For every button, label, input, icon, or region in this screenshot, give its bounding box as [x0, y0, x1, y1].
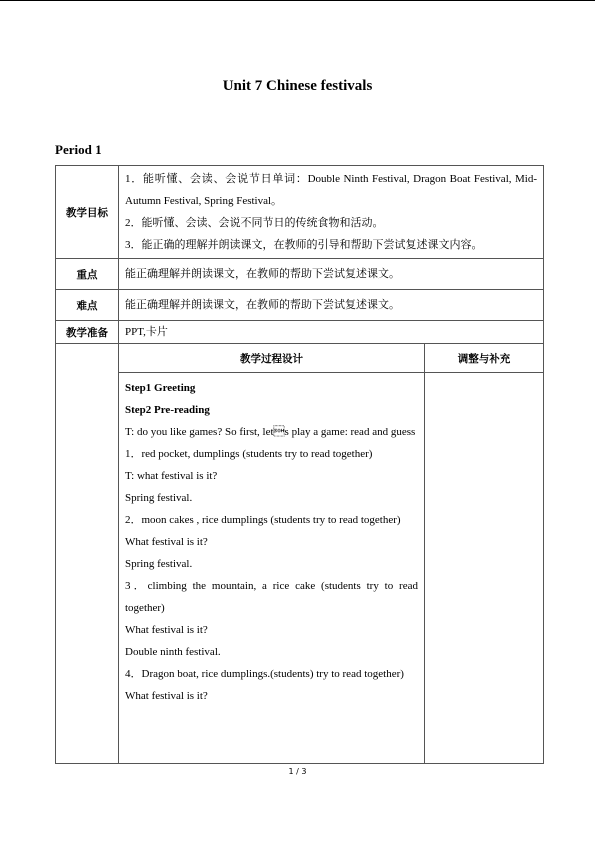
process-line: Spring festival. — [125, 558, 193, 570]
key-points-text: 能正确理解并朗读课文，在教师的帮助下尝试复述课文。 — [119, 259, 544, 290]
process-line: What festival is it? — [125, 624, 208, 636]
difficulties-text: 能正确理解并朗读课文，在教师的帮助下尝试复述课文。 — [119, 290, 544, 321]
process-content — [119, 373, 425, 764]
preparation-text: PPT,卡片 — [119, 321, 544, 344]
objectives-row — [56, 166, 544, 259]
process-line: Step1 Greeting — [125, 382, 196, 394]
key-points-label: 重点 — [56, 259, 119, 290]
process-header-row — [56, 344, 544, 373]
process-line: Double ninth festival. — [125, 646, 221, 658]
adjust-header: 调整与补充 — [425, 344, 544, 373]
lesson-plan-table — [55, 165, 544, 764]
difficulties-label: 难点 — [56, 290, 119, 321]
adjust-content — [425, 373, 544, 764]
process-line: What festival is it? — [125, 690, 208, 702]
objective-item: 1．能听懂、会读、会说节日单词：Double Ninth Festival, Dragon Boat Festival, Mid-Autumn Festival, Spring Festival。 — [125, 173, 538, 207]
process-line: 4．Dragon boat, rice dumplings.(students) try to read together) — [125, 668, 404, 680]
difficulties-row — [56, 290, 544, 321]
objectives-label: 教学目标 — [56, 166, 119, 259]
preparation-label: 教学准备 — [56, 321, 119, 344]
process-line: What festival is it? — [125, 536, 208, 548]
page-number: 1 / 3 — [288, 767, 307, 776]
process-blank-cell — [56, 344, 119, 764]
process-header: 教学过程设计 — [119, 344, 425, 373]
objectives-cell — [119, 166, 544, 259]
period-heading: Period 1 — [55, 142, 102, 157]
process-line: 3．climbing the mountain, a rice cake (students try to read together) — [125, 580, 418, 614]
document-title: Unit 7 Chinese festivals — [222, 78, 373, 94]
top-rule — [0, 0, 595, 1]
objective-item: 3．能正确的理解并朗读课文，在教师的引导和帮助下尝试复述课文内容。 — [125, 239, 483, 251]
process-line: Spring festival. — [125, 492, 193, 504]
preparation-row — [56, 321, 544, 344]
process-body-row — [56, 373, 544, 764]
objective-item: 2．能听懂、会读、会说不同节日的传统食物和活动。 — [125, 217, 384, 229]
process-line: T: what festival is it? — [125, 470, 218, 482]
key-points-row — [56, 259, 544, 290]
process-line: T: do you like games? So first, lets play a game: read and guess — [125, 426, 416, 438]
process-line: Step2 Pre-reading — [125, 404, 210, 416]
process-line: 2．moon cakes , rice dumplings (students try to read together) — [125, 514, 401, 526]
process-line: 1．red pocket, dumplings (students try to read together) — [125, 448, 373, 460]
